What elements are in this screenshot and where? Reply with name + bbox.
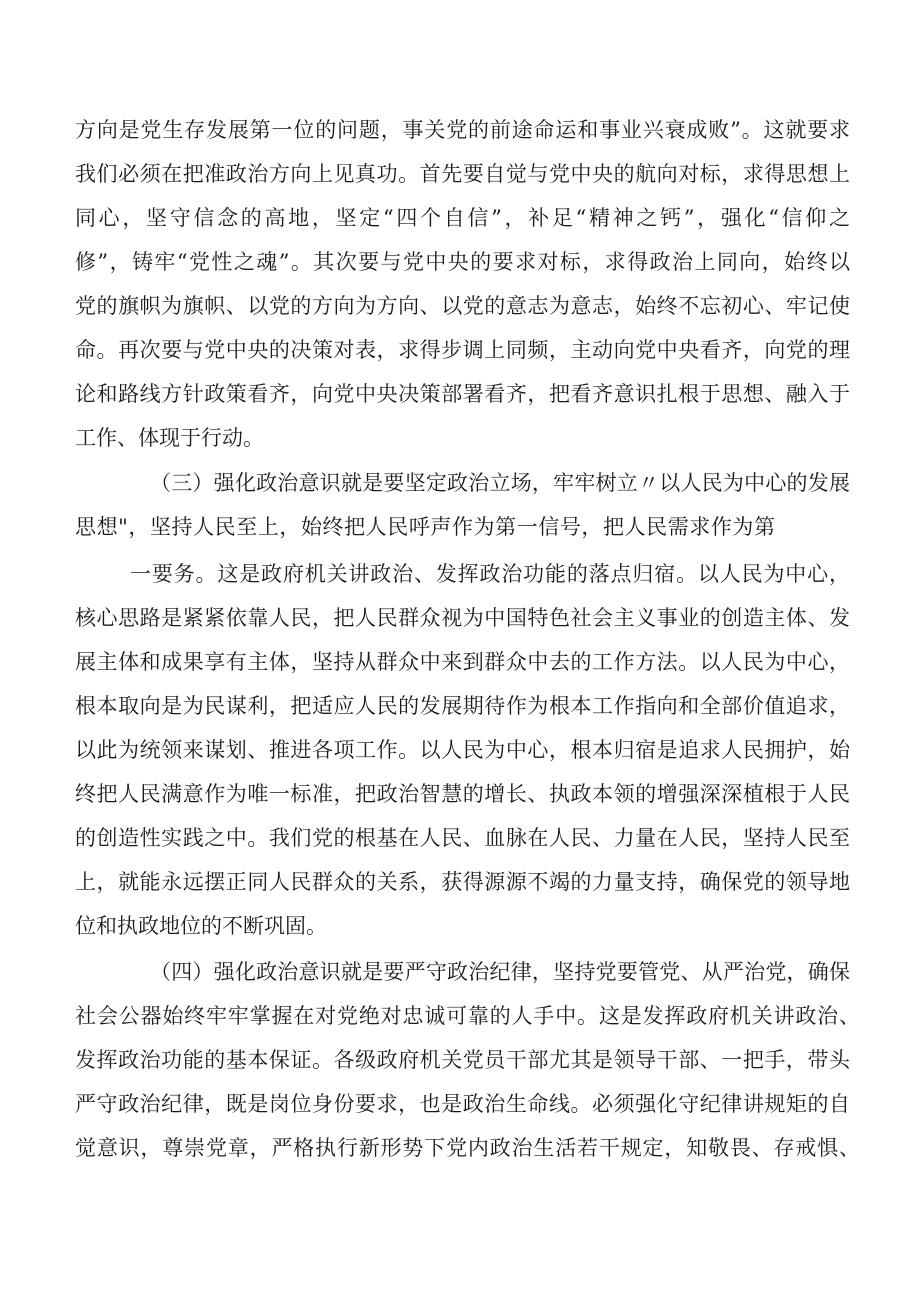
paragraph-2-line-4: 核心思路是紧紧依靠人民，把人民群众视为中国特色社会主义事业的创造主体、发 <box>75 606 850 630</box>
paragraph-2-line-1: （三）强化政治意识就是要坚定政治立场，牢牢树立〃以人民为中心的发展 <box>150 471 850 495</box>
paragraph-1-line-5: 党的旗帜为旗帜、以党的方向为方向、以党的意志为意志，始终不忘初心、牢记使 <box>75 294 850 318</box>
paragraph-1-line-7: 论和路线方针政策看齐，向党中央决策部署看齐，把看齐意识扎根于思想、融入于 <box>75 382 850 406</box>
paragraph-2-line-11: 位和执政地位的不断巩固。 <box>75 914 327 938</box>
paragraph-3-line-3: 发挥政治功能的基本保证。各级政府机关党员干部尤其是领导干部、一把手，带头 <box>75 1048 850 1072</box>
paragraph-2-line-9: 的创造性实践之中。我们党的根基在人民、血脉在人民、力量在人民，坚持人民至 <box>75 826 850 850</box>
paragraph-3-line-5: 觉意识，尊崇党章，严格执行新形势下党内政治生活若干规定，知敬畏、存戒惧、 <box>75 1136 860 1160</box>
paragraph-2-line-7: 以此为统领来谋划、推进各项工作。以人民为中心，根本归宿是追求人民拥护，始 <box>75 738 850 762</box>
paragraph-1-line-1: 方向是党生存发展第一位的问题，事关党的前途命运和事业兴衰成败”。这就要求 <box>75 118 850 142</box>
paragraph-2-line-8: 终把人民满意作为唯一标准，把政治智慧的增长、执政本领的增强深深植根于人民 <box>75 782 850 806</box>
paragraph-1-line-3: 同心，坚守信念的高地，坚定“四个自信”，补足“精神之钙”，强化“信仰之 <box>75 206 850 230</box>
paragraph-1-line-4: 修”，铸牢“党性之魂”。其次要与党中央的要求对标，求得政治上同向，始终以 <box>75 250 850 274</box>
paragraph-2-line-3: 一要务。这是政府机关讲政治、发挥政治功能的落点归宿。以人民为中心， <box>130 562 850 586</box>
paragraph-1-line-6: 命。再次要与党中央的决策对表，求得步调上同频，主动向党中央看齐，向党的理 <box>75 338 850 362</box>
paragraph-2-line-10: 上，就能永远摆正同人民群众的关系，获得源源不竭的力量支持，确保党的领导地 <box>75 870 850 894</box>
paragraph-1-line-2: 我们必须在把准政治方向上见真功。首先要自觉与党中央的航向对标，求得思想上 <box>75 162 850 186</box>
paragraph-3-line-1: （四）强化政治意识就是要严守政治纪律，坚持党要管党、从严治党，确保 <box>150 960 850 984</box>
paragraph-3-line-4: 严守政治纪律，既是岗位身份要求，也是政治生命线。必须强化守纪律讲规矩的自 <box>75 1092 850 1116</box>
paragraph-3-line-2: 社会公器始终牢牢掌握在对党绝对忠诚可靠的人手中。这是发挥政府机关讲政治、 <box>75 1004 860 1028</box>
paragraph-2-line-5: 展主体和成果享有主体，坚持从群众中来到群众中去的工作方法。以人民为中心， <box>75 650 850 674</box>
paragraph-1-line-8: 工作、体现于行动。 <box>75 426 264 450</box>
paragraph-2-line-6: 根本取向是为民谋利，把适应人民的发展期待作为根本工作指向和全部价值追求， <box>75 694 850 718</box>
paragraph-2-line-2: 思想"，坚持人民至上，始终把人民呼声作为第一信号，把人民需求作为第 <box>75 515 775 539</box>
